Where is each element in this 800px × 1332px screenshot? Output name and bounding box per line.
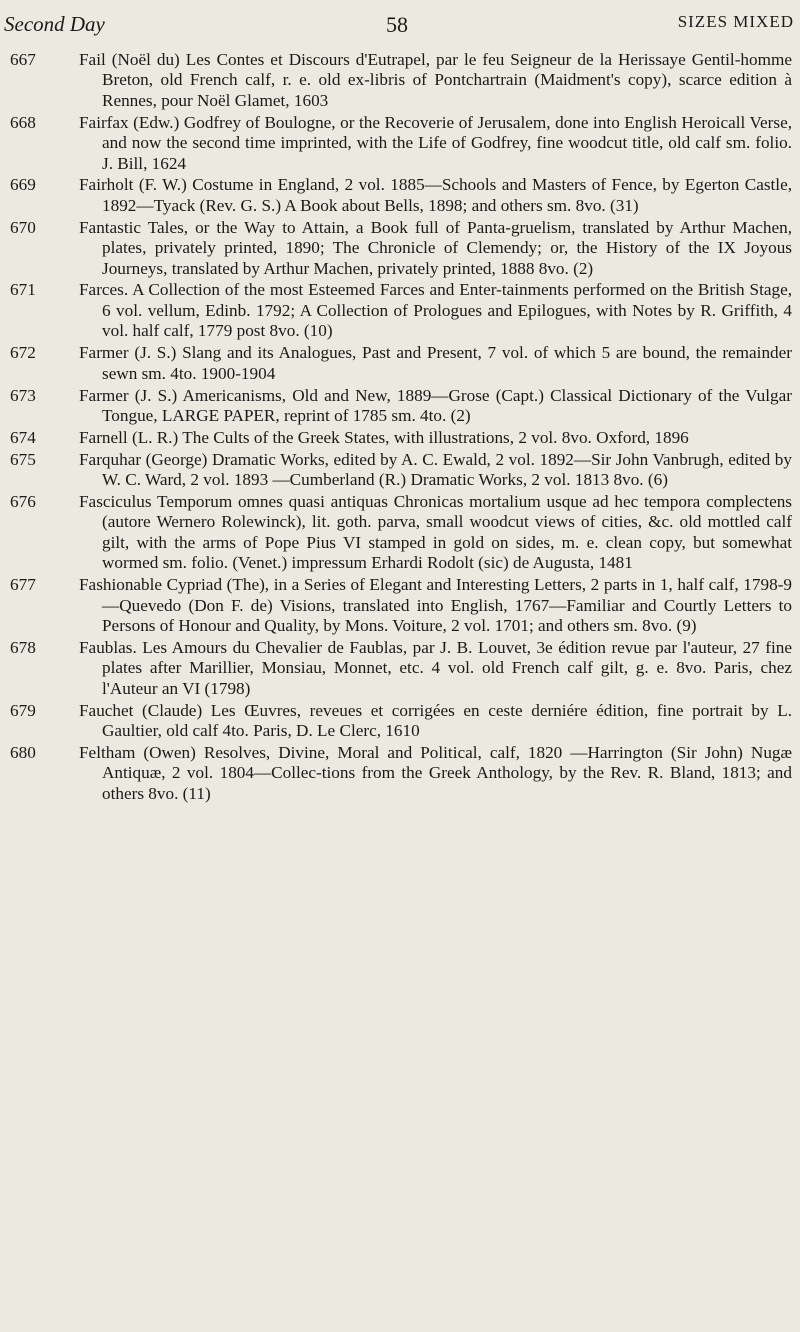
lot-description: Faublas. Les Amours du Chevalier de Faublas, par J. B. Louvet, 3e édition revue par l'auteur, 27 fine plates after Marillier, Monsiau, Monnet, etc. 4 vol. old French calf gilt, g. e. 8vo. Paris, chez l'Auteur an VI (1798) bbox=[79, 637, 792, 698]
lot-description: Farmer (J. S.) Slang and its Analogues, Past and Present, 7 vol. of which 5 are bound, the remainder sewn sm. 4to. 1900-1904 bbox=[79, 343, 792, 383]
lot-description: Fairholt (F. W.) Costume in England, 2 vol. 1885—Schools and Masters of Fence, by Egerton Castle, 1892—Tyack (Rev. G. S.) A Book about Bells, 1898; and others sm. 8vo. (31) bbox=[79, 175, 792, 215]
header-section: SIZES MIXED bbox=[677, 12, 794, 31]
lot-number: 670 bbox=[10, 217, 36, 237]
catalogue-entry bbox=[0, 701, 800, 742]
lot-number: 680 bbox=[10, 742, 36, 762]
catalogue-entry bbox=[0, 280, 800, 341]
catalogue-entry bbox=[0, 743, 800, 804]
catalogue-entry bbox=[0, 50, 800, 111]
lot-description: Feltham (Owen) Resolves, Divine, Moral and Political, calf, 1820 —Harrington (Sir John) Nugæ Antiquæ, 2 vol. 1804—Collec-tions from the Greek Anthology, by the Rev. R. Bland, 1813; and others 8vo. (11) bbox=[79, 742, 792, 803]
header-day: Second Day bbox=[4, 12, 105, 36]
lot-number: 676 bbox=[10, 492, 36, 512]
lot-number: 678 bbox=[10, 637, 36, 657]
lot-description: Fantastic Tales, or the Way to Attain, a Book full of Panta-gruelism, translated by Arthur Machen, plates, privately printed, 1890; The Chronicle of Clemendy; or, the History of the IX Joyous Journeys, translated by Arthur Machen, privately printed, 1888 8vo. (2) bbox=[79, 217, 792, 278]
lot-description: Fauchet (Claude) Les Œuvres, reveues et corrigées en ceste derniére édition, fine portrait by L. Gaultier, old calf 4to. Paris, D. Le Clerc, 1610 bbox=[79, 700, 792, 740]
catalogue-entry bbox=[0, 575, 800, 636]
lot-description: Fairfax (Edw.) Godfrey of Boulogne, or the Recoverie of Jerusalem, done into English Heroicall Verse, and now the second time imprinted, with the Life of Godfrey, fine woodcut title, old calf sm. folio. J. Bill, 1624 bbox=[79, 112, 792, 173]
catalogue-entry bbox=[0, 386, 800, 427]
lot-number: 677 bbox=[10, 575, 36, 595]
lot-number: 674 bbox=[10, 427, 36, 447]
catalogue-entry bbox=[0, 218, 800, 279]
lot-description: Farnell (L. R.) The Cults of the Greek States, with illustrations, 2 vol. 8vo. Oxford, 1896 bbox=[79, 427, 689, 447]
catalogue-entry bbox=[0, 428, 800, 448]
catalogue-entry bbox=[0, 113, 800, 174]
running-header bbox=[0, 12, 800, 42]
lot-description: Farces. A Collection of the most Esteemed Farces and Enter-tainments performed on the British Stage, 6 vol. vellum, Edinb. 1792; A Collection of Prologues and Epilogues, with Notes by R. Griffith, 4 vol. half calf, 1779 post 8vo. (10) bbox=[79, 280, 792, 341]
lot-description: Fail (Noël du) Les Contes et Discours d'Eutrapel, par le feu Seigneur de la Herissaye Gentil-homme Breton, old French calf, r. e. old ex-libris of Pontchartrain (Maidment's copy), scarce edition à Rennes, pour Noël Glamet, 1603 bbox=[79, 50, 792, 110]
catalogue-entry bbox=[0, 450, 800, 491]
lot-description: Farmer (J. S.) Americanisms, Old and New, 1889—Grose (Capt.) Classical Dictionary of the Vulgar Tongue, LARGE PAPER, reprint of 1785 sm. 4to. (2) bbox=[79, 385, 792, 425]
lot-description: Farquhar (George) Dramatic Works, edited by A. C. Ewald, 2 vol. 1892—Sir John Vanbrugh, edited by W. C. Ward, 2 vol. 1893 —Cumberland (R.) Dramatic Works, 2 vol. 1813 8vo. (6) bbox=[79, 449, 792, 490]
catalogue-entry bbox=[0, 175, 800, 216]
lot-number: 669 bbox=[10, 175, 36, 195]
page-number: 58 bbox=[386, 12, 408, 37]
lot-description: Fasciculus Temporum omnes quasi antiquas Chronicas mortalium usque ad hec tempora complectens (autore Wernero Rolewinck), lit. goth. parva, small woodcut views of cities, &c. old mottled calf gilt, with the arms of Pope Pius VI stamped in gold on sides, m. e. clean copy, but somewhat wormed sm. folio. (Venet.) impressum Erhardi Rodolt (sic) de Augusta, 1481 bbox=[79, 492, 792, 573]
lot-number: 672 bbox=[10, 343, 36, 363]
lot-number: 673 bbox=[10, 385, 36, 405]
lot-description: Fashionable Cypriad (The), in a Series of Elegant and Interesting Letters, 2 parts in 1, half calf, 1798-9—Quevedo (Don F. de) Visions, translated into English, 1767—Familiar and Courtly Letters to Persons of Honour and Quality, by Mons. Voiture, 2 vol. 1701; and others sm. 8vo. (9) bbox=[79, 575, 792, 635]
lot-number: 675 bbox=[10, 449, 36, 469]
lot-number: 679 bbox=[10, 700, 36, 720]
lot-number: 671 bbox=[10, 280, 36, 300]
catalogue-entries bbox=[0, 50, 800, 806]
catalogue-entry bbox=[0, 492, 800, 574]
lot-number: 668 bbox=[10, 112, 36, 132]
catalogue-entry bbox=[0, 343, 800, 384]
lot-number: 667 bbox=[10, 50, 36, 69]
catalogue-entry bbox=[0, 638, 800, 699]
